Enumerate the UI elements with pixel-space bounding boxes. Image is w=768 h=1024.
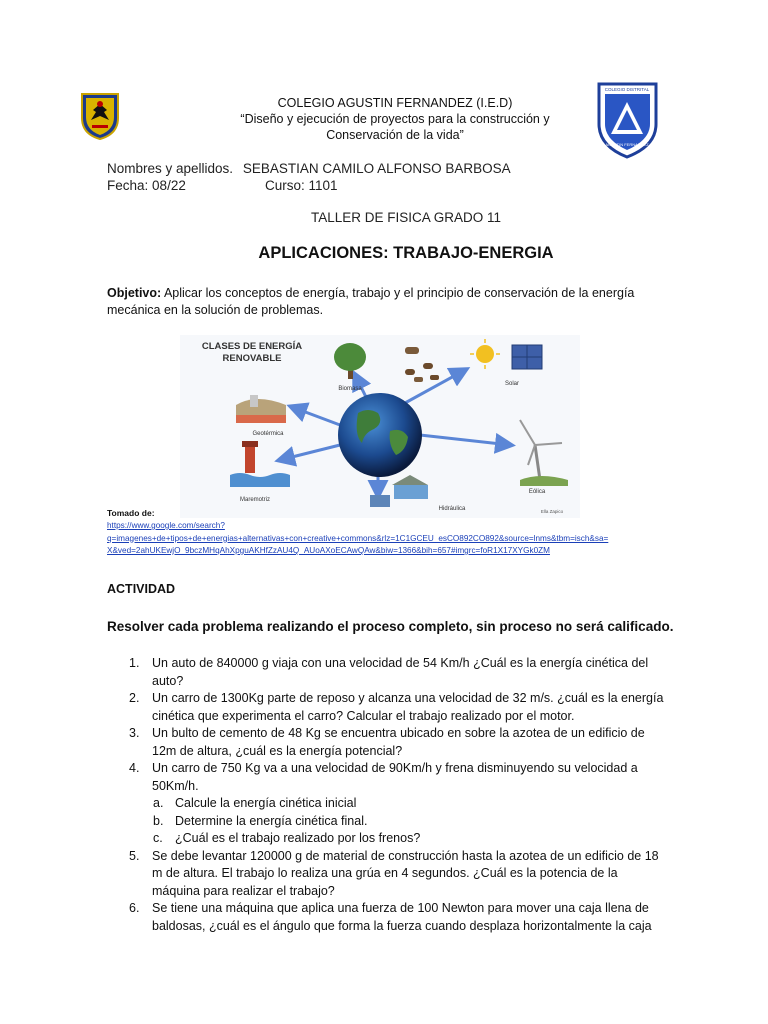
workshop-title: TALLER DE FISICA GRADO 11 bbox=[310, 210, 502, 225]
problem-item bbox=[107, 655, 667, 690]
date-row bbox=[107, 178, 186, 193]
renewable-energy-figure bbox=[180, 335, 580, 518]
source-url-line-3[interactable]: X&ved=2ahUKEwjO_9bczMHqAhXpguAKHfZzAU4Q_AUoAXoECAwQAw&biw=1366&bih=657#imgrc=foR1X17XYGk0ZM bbox=[107, 546, 550, 555]
name-value: SEBASTIAN CAMILO ALFONSO BARBOSA bbox=[242, 161, 511, 176]
label-solar: Solar bbox=[504, 381, 520, 387]
problem-number: 6. bbox=[129, 901, 140, 915]
project-line-2: Conservación de la vida” bbox=[326, 128, 464, 142]
main-title: APLICACIONES: TRABAJO-ENERGIA bbox=[258, 244, 554, 262]
source-url-line-1[interactable]: https://www.google.com/search? bbox=[107, 521, 225, 530]
subitem bbox=[107, 813, 667, 831]
problem-text: Se tiene una máquina que aplica una fuerza de 100 Newton para mover una caja llena de baldosas, ¿cuál es el ángulo que forma la fuerza cuando desplaza horizontalmente la caja bbox=[152, 901, 652, 933]
problem-item bbox=[107, 900, 667, 935]
label-hidraulica: Hidráulica bbox=[438, 506, 466, 512]
problem-number: 4. bbox=[129, 761, 140, 775]
tidal-icon bbox=[230, 441, 290, 487]
subitem bbox=[107, 830, 667, 848]
problem-number: 5. bbox=[129, 848, 140, 863]
problem-item bbox=[107, 725, 667, 760]
project-line-1: “Diseño y ejecución de proyectos para la construcción y bbox=[240, 112, 550, 126]
solar-icon bbox=[470, 339, 542, 369]
problem-text: Se debe levantar 120000 g de material de construcción hasta la azotea de un edificio de 18 m de altura. El trabajo lo realiza una grúa en 4 segundos. ¿Cuál es la potencia de la máquina para realizar el trabajo? bbox=[152, 848, 659, 898]
figure-title-line-1: CLASES DE ENERGÍA bbox=[201, 341, 303, 352]
course-label: Curso: bbox=[265, 178, 305, 193]
objective bbox=[107, 285, 667, 319]
figure-credit: Ella Zapico bbox=[540, 509, 564, 514]
subitem-letter: c. bbox=[153, 831, 163, 845]
label-biomasa: Biomasa bbox=[338, 386, 362, 392]
right-logo-top-text: COLEGIO DISTRITAL bbox=[604, 87, 650, 92]
course-value: 1101 bbox=[308, 178, 338, 193]
problem-number: 3. bbox=[129, 726, 140, 740]
subitem-letter: b. bbox=[153, 813, 164, 828]
problem-item bbox=[107, 848, 667, 901]
biomass-icon bbox=[334, 343, 439, 382]
earth-icon bbox=[338, 393, 422, 477]
school-name: COLEGIO AGUSTIN FERNANDEZ (I.E.D) bbox=[277, 96, 513, 110]
subitem bbox=[107, 795, 667, 813]
figure-title-line-2: RENOVABLE bbox=[222, 353, 282, 364]
problem-number: 2. bbox=[129, 691, 140, 705]
left-logo bbox=[80, 92, 120, 140]
activity-title: ACTIVIDAD bbox=[107, 582, 176, 596]
source-url-line-2[interactable]: q=imagenes+de+tipos+de+energias+alternativas+con+creative+commons&rlz=1C1GCEU_esCO892CO892&source=lnms&tbm=isch&sa= bbox=[107, 533, 609, 543]
problem-text: Un auto de 840000 g viaja con una velocidad de 54 Km/h ¿Cuál es la energía cinética del auto? bbox=[152, 656, 649, 688]
right-logo bbox=[595, 80, 660, 160]
problem-number: 1. bbox=[129, 656, 140, 670]
label-maremotriz: Maremotriz bbox=[239, 497, 271, 503]
student-name-row bbox=[107, 161, 511, 176]
wind-icon bbox=[520, 420, 568, 486]
source-link[interactable] bbox=[107, 520, 667, 558]
right-logo-bottom-text: AGUSTIN FERNANDEZ bbox=[605, 142, 649, 147]
problem-item bbox=[107, 690, 667, 725]
objective-label: Objetivo: bbox=[107, 286, 162, 300]
problem-list bbox=[107, 655, 667, 935]
geothermal-icon bbox=[236, 395, 286, 423]
instruction: Resolver cada problema realizando el proceso completo, sin proceso no será calificado. bbox=[107, 619, 674, 634]
subitem-text: Calcule la energía cinética inicial bbox=[175, 796, 357, 810]
source-label: Tomado de: bbox=[107, 508, 155, 518]
problem-text: Un bulto de cemento de 48 Kg se encuentra ubicado en sobre la azotea de un edificio de 12m de altura, ¿cuál es la energía potencial? bbox=[152, 726, 645, 758]
objective-text: Aplicar los conceptos de energía, trabajo y el principio de conservación de la energía mecánica en la solución de problemas. bbox=[107, 286, 635, 317]
date-value: 08/22 bbox=[152, 178, 186, 193]
problem-item bbox=[107, 760, 667, 795]
problem-text: Un carro de 750 Kg va a una velocidad de 90Km/h y frena disminuyendo su velocidad a 50Km/h. bbox=[152, 761, 638, 793]
label-eolica: Eólica bbox=[528, 489, 546, 495]
subitem-text: Determine la energía cinética final. bbox=[175, 813, 368, 828]
subitem-letter: a. bbox=[153, 796, 164, 810]
subitem-text: ¿Cuál es el trabajo realizado por los frenos? bbox=[175, 831, 421, 845]
course-row bbox=[265, 178, 338, 193]
problem-text: Un carro de 1300Kg parte de reposo y alcanza una velocidad de 32 m/s. ¿cuál es la energía cinética que experimenta el carro? Calcular el trabajo realizado por el motor. bbox=[152, 691, 664, 723]
label-geotermica: Geotérmica bbox=[252, 431, 284, 437]
date-label: Fecha: bbox=[107, 178, 149, 193]
name-label: Nombres y apellidos. bbox=[107, 161, 234, 176]
